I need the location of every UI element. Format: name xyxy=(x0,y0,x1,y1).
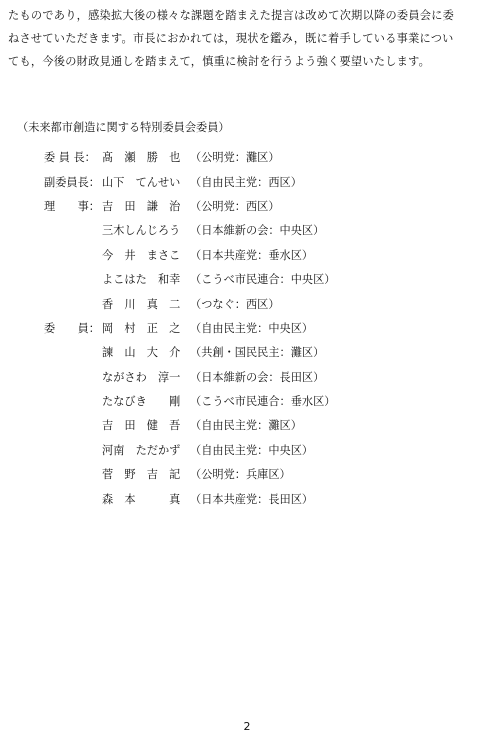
member-affiliation: （こうべ市民連合：垂水区） xyxy=(190,395,336,409)
member-affiliation: （公明党：兵庫区） xyxy=(190,468,291,482)
member-row xyxy=(44,438,484,462)
member-row xyxy=(44,169,484,193)
member-affiliation: （日本維新の会：長田区） xyxy=(190,370,325,384)
member-name: よこはた 和幸 xyxy=(102,273,181,287)
member-name: 諫 山 大 介 xyxy=(102,346,181,360)
member-affiliation: （公明党：西区） xyxy=(190,199,280,213)
member-row xyxy=(44,218,484,242)
member-row xyxy=(44,316,484,340)
paragraph-line: ても，今後の財政見通しを踏まえて，慎重に検討を行うよう強く要望いたします。 xyxy=(8,55,431,68)
body-paragraph xyxy=(8,4,492,73)
committee-heading: （未来都市創造に関する特別委員会委員） xyxy=(17,121,230,134)
member-name: 森 本 真 xyxy=(102,492,181,506)
member-role: 理 事： xyxy=(44,199,100,213)
member-affiliation: （公明党：灘区） xyxy=(190,151,280,165)
member-row xyxy=(44,389,484,413)
member-row xyxy=(44,291,484,315)
member-name: ながさわ 淳一 xyxy=(102,370,181,384)
member-role: 委 員 長： xyxy=(44,151,96,165)
paragraph-line: ねさせていただきます。市長におかれては，現状を鑑み，既に着手している事業につい xyxy=(8,32,454,45)
member-name: 今 井 まさこ xyxy=(102,248,181,262)
member-name: 髙 瀬 勝 也 xyxy=(102,151,181,165)
member-row xyxy=(44,365,484,389)
member-name: 吉 田 健 吾 xyxy=(102,419,181,433)
member-affiliation: （日本共産党：長田区） xyxy=(190,492,314,506)
member-row xyxy=(44,486,484,510)
member-list xyxy=(44,145,484,511)
member-name: たなびき 剛 xyxy=(102,395,181,409)
member-name: 山下 てんせい xyxy=(102,175,181,189)
member-affiliation: （日本共産党：垂水区） xyxy=(190,248,314,262)
member-affiliation: （つなぐ：西区） xyxy=(190,297,280,311)
member-role: 委 員： xyxy=(44,321,100,335)
member-row xyxy=(44,462,484,486)
member-affiliation: （自由民主党：灘区） xyxy=(190,419,302,433)
member-name: 吉 田 謙 治 xyxy=(102,199,181,213)
member-affiliation: （こうべ市民連合：中央区） xyxy=(190,273,336,287)
member-affiliation: （自由民主党：中央区） xyxy=(190,443,314,457)
member-row xyxy=(44,145,484,169)
member-row xyxy=(44,194,484,218)
member-affiliation: （日本維新の会：中央区） xyxy=(190,224,325,238)
member-affiliation: （共創・国民民主：灘区） xyxy=(190,346,325,360)
member-name: 香 川 真 二 xyxy=(102,297,181,311)
member-row xyxy=(44,267,484,291)
member-affiliation: （自由民主党：西区） xyxy=(190,175,302,189)
page-number: 2 xyxy=(243,720,251,733)
paragraph-line: たものであり，感染拡大後の様々な課題を踏まえた提言は改めて次期以降の委員会に委 xyxy=(8,9,455,22)
member-name: 菅 野 吉 記 xyxy=(102,468,181,482)
member-affiliation: （自由民主党：中央区） xyxy=(190,321,314,335)
member-name: 河南 ただかず xyxy=(102,443,181,457)
member-row xyxy=(44,340,484,364)
member-row xyxy=(44,413,484,437)
member-name: 岡 村 正 之 xyxy=(102,321,181,335)
member-role: 副委員長： xyxy=(44,175,100,189)
member-name: 三木しんじろう xyxy=(102,224,181,238)
member-row xyxy=(44,243,484,267)
